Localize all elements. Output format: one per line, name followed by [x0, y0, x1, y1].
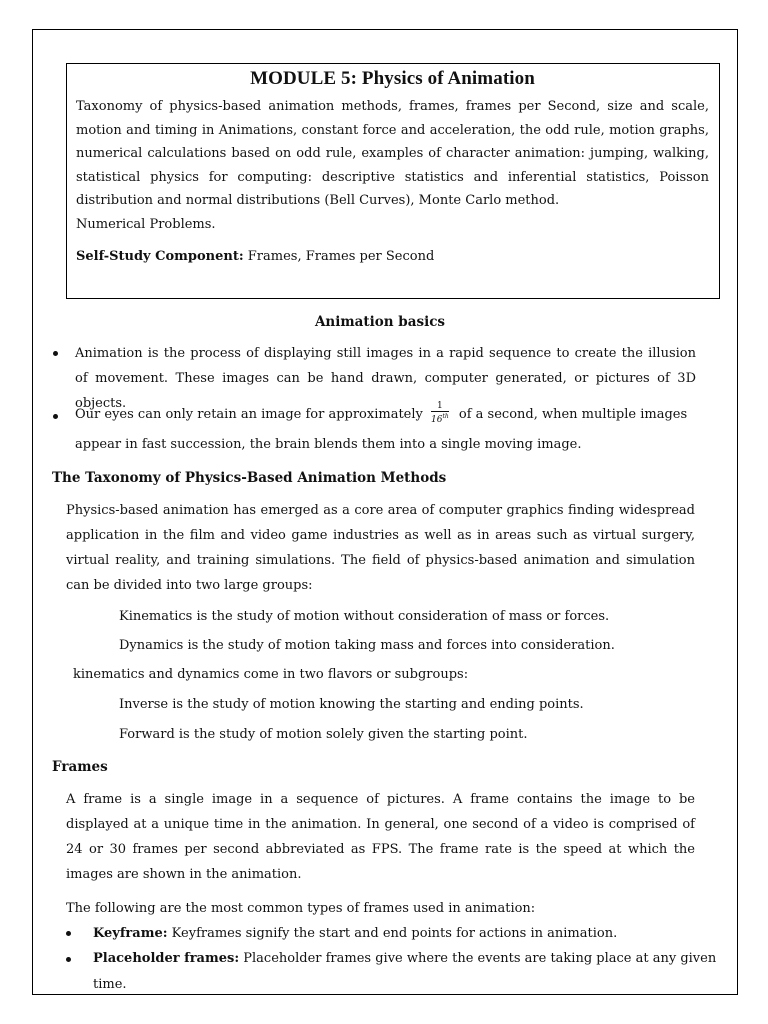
bullet-dot	[66, 931, 71, 936]
inverse-definition: Inverse is the study of motion knowing the starting and ending points.	[119, 697, 584, 712]
fraction	[431, 401, 449, 425]
basics-bullet-2-before: Our eyes can only retain an image for approximately	[75, 407, 423, 422]
fraction-numerator: 1	[431, 401, 449, 412]
fraction-sup: th	[442, 412, 449, 420]
placeholder-item	[93, 946, 716, 971]
placeholder-text: Placeholder frames give where the events are taking place at any given	[239, 951, 717, 966]
bullet-dot	[53, 351, 58, 356]
keyframe-label: Keyframe:	[93, 926, 168, 941]
dynamics-definition: Dynamics is the study of motion taking mass and forces into consideration.	[119, 638, 615, 653]
module-title: MODULE 5: Physics of Animation	[250, 68, 535, 89]
forward-definition: Forward is the study of motion solely given the starting point.	[119, 727, 528, 742]
placeholder-label: Placeholder frames:	[93, 951, 240, 966]
animation-basics-heading: Animation basics	[314, 314, 446, 330]
taxonomy-heading: The Taxonomy of Physics-Based Animation Methods	[52, 470, 447, 486]
frames-heading: Frames	[52, 759, 108, 775]
basics-bullet-2-line2: appear in fast succession, the brain blends them into a single moving image.	[75, 437, 582, 452]
self-study-line	[76, 247, 709, 267]
kinematics-definition: Kinematics is the study of motion without consideration of mass or forces.	[119, 609, 610, 624]
bullet-dot	[53, 414, 58, 419]
syllabus-box	[66, 63, 720, 299]
frames-paragraph: A frame is a single image in a sequence of pictures. A frame contains the image to be displayed at a unique time in the animation. In general, one second of a video is comprised of 24 or 30 frames per second abbreviated as FPS. The frame rate is the speed at which the images are shown in the animation.	[66, 792, 695, 882]
keyframe-text: Keyframes signify the start and end points for actions in animation.	[167, 926, 618, 941]
basics-bullet-2	[75, 402, 705, 427]
fraction-denominator	[431, 412, 449, 425]
syllabus-numerical: Numerical Problems.	[76, 216, 216, 232]
taxonomy-paragraph: Physics-based animation has emerged as a core area of computer graphics finding widespread application in the film and video game industries as well as in areas such as virtual surgery, virtual reality, and training simulations. The field of physics-based animation and simulation can be divided into two large groups:	[66, 503, 695, 593]
placeholder-item-line2: time.	[93, 977, 127, 992]
self-study-label: Self-Study Component:	[76, 249, 244, 264]
basics-bullet-2-after: of a second, when multiple images	[458, 407, 688, 422]
syllabus-body: Taxonomy of physics-based animation methods, frames, frames per Second, size and scale, motion and timing in Animations, constant force and acceleration, the odd rule, motion graphs, numerical calculations based on odd rule, examples of character animation: jumping, walking, statistical physics for computing: descriptive statistics and inferential statistics, Poisson distribution and normal distributions (Bell Curves), Monte Carlo method.	[76, 99, 709, 208]
bullet-dot	[66, 957, 71, 962]
self-study-value: Frames, Frames per Second	[243, 249, 435, 264]
keyframe-item	[93, 921, 617, 946]
basics-bullet-1: Animation is the process of displaying still images in a rapid sequence to create the illusion of movement. These images can be hand drawn, computer generated, or pictures of 3D objects.	[75, 346, 696, 411]
flavors-line: kinematics and dynamics come in two flavors or subgroups:	[73, 667, 469, 682]
fraction-den-value: 16	[431, 414, 443, 425]
frames-types-intro: The following are the most common types of frames used in animation:	[66, 901, 536, 916]
